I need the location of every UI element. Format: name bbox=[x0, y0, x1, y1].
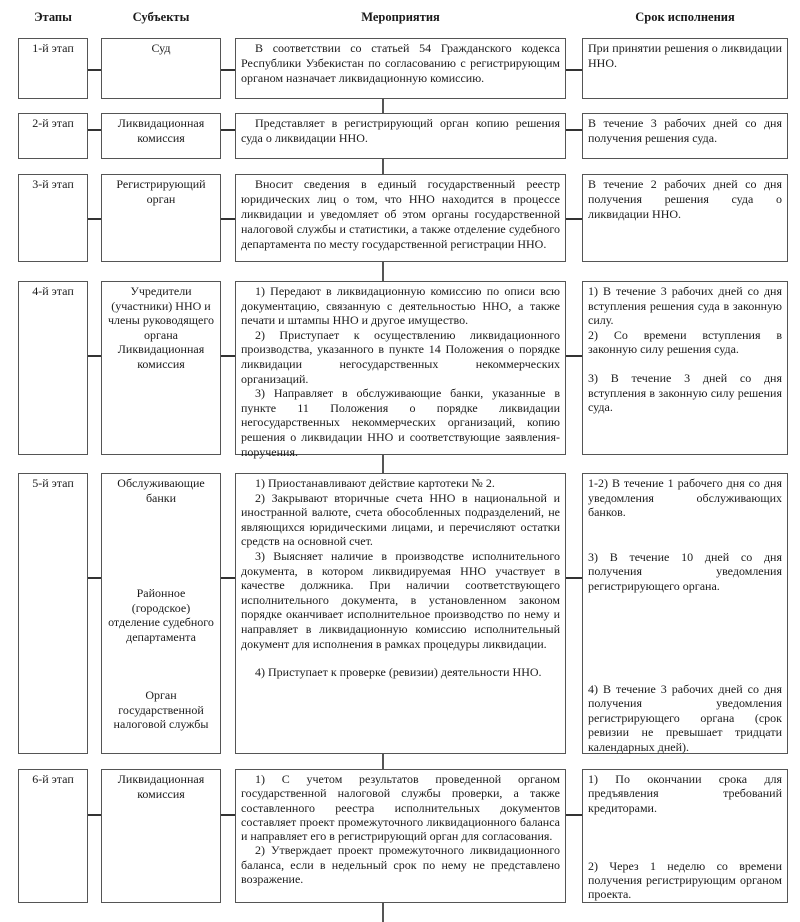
activity-item: 1) Приостанавливают действие картотеки № 2. bbox=[255, 476, 495, 490]
deadline-item: 2) Со времени вступления в законную силу решения суда. bbox=[588, 327, 782, 357]
connector bbox=[88, 577, 101, 579]
subject-box-3: Регистрирующий орган bbox=[101, 174, 221, 262]
activity-item: 2) Утверждает проект промежуточного ликвидационного баланса, если в недельный срок по нему не представлено возражение. bbox=[241, 843, 560, 887]
activity-box-3: Вносит сведения в единый государственный реестр юридических лиц о том, что ННО находится в процессе ликвидации и уведомляет об этом органы государственной налоговой службы и статистики, а также отделение судебного департамента по месту государственной регистрации ННО. bbox=[235, 174, 566, 262]
subject-item: Обслуживающие банки bbox=[117, 476, 205, 505]
connector bbox=[221, 814, 235, 816]
connector bbox=[221, 218, 235, 220]
subject-box-6: Ликвидационная комиссия bbox=[101, 769, 221, 903]
activity-box-4 bbox=[235, 281, 566, 459]
activity-item: 2) Закрывают вторичные счета ННО в национальной и иностранной валюте, счета обособленных подразделений, не являющихся юридическими лицами, и перечисляют остатки средств на основной счет. bbox=[241, 490, 560, 549]
deadline-item: 3) В течение 10 дней со дня получения уведомления регистрирующего органа. bbox=[588, 549, 782, 593]
activity-box-1: В соответствии со статьей 54 Гражданского кодекса Республики Узбекистан по согласованию с регистрирующим органом назначает ликвидационную комиссию. bbox=[235, 38, 566, 99]
connector bbox=[88, 129, 101, 131]
connector bbox=[221, 129, 235, 131]
activity-item: 2) Приступает к осуществлению ликвидационного производства, указанного в пункте 14 Положения о порядке ликвидации негосударственных некоммерческих организаций. bbox=[241, 327, 560, 386]
header-subjects: Субъекты bbox=[132, 10, 190, 24]
connector bbox=[566, 69, 582, 71]
activity-item: 1) С учетом результатов проведенной органом государственной налоговой службы проверки, а также составленного реестра исполнительных документов составляет проект промежуточного ликвидационного баланса и направляет его в регистрирующий орган для согласования. bbox=[241, 772, 560, 844]
connector bbox=[566, 129, 582, 131]
subject-item: Ликвидационная комиссия bbox=[117, 342, 205, 371]
deadline-box-4 bbox=[582, 281, 788, 455]
connector bbox=[88, 814, 101, 816]
stage-box-1: 1-й этап bbox=[18, 38, 88, 99]
stage-box-3: 3-й этап bbox=[18, 174, 88, 262]
connector bbox=[88, 355, 101, 357]
header-stages: Этапы bbox=[34, 10, 72, 24]
deadline-item: 1) В течение 3 рабочих дней со дня вступления решения суда в законную силу. bbox=[588, 284, 782, 328]
activity-item: 3) Выясняет наличие в производстве исполнительного документа, в котором ликвидируемая ННО участвует в качестве должника. При наличии соответствующего исполнительного документа, в установленном законом порядке оканчивает исполнительное производство по нему и направляет в ликвидационную комиссию исполнительный документ для исполнения в рамках процедуры ликвидации. bbox=[241, 548, 560, 651]
activity-box-5 bbox=[235, 473, 566, 754]
connector bbox=[566, 814, 582, 816]
subject-box-5 bbox=[101, 473, 221, 754]
header-activities: Мероприятия bbox=[361, 10, 440, 24]
connector bbox=[88, 69, 101, 71]
connector bbox=[88, 218, 101, 220]
subject-box-4 bbox=[101, 281, 221, 455]
deadline-box-1: При принятии решения о ликвидации ННО. bbox=[582, 38, 788, 99]
subject-item: Районное (городское) отделение судебного департамента bbox=[108, 586, 214, 644]
deadline-item: 4) В течение 3 рабочих дней со дня получения уведомления регистрирующего органа (срок ревизии не превышает тридцати календарных дней). bbox=[588, 681, 782, 754]
deadline-item: 1-2) В течение 1 рабочего дня со дня уведомления обслуживающих банков. bbox=[588, 476, 782, 520]
connector bbox=[221, 69, 235, 71]
connector bbox=[221, 577, 235, 579]
subject-box-1: Суд bbox=[101, 38, 221, 99]
deadline-item: 1) По окончании срока для предъявления требований кредиторами. bbox=[588, 772, 782, 815]
connector bbox=[566, 577, 582, 579]
deadline-item: 3) В течение 3 дней со дня вступления в законную силу решения суда. bbox=[588, 370, 782, 415]
deadline-box-5 bbox=[582, 473, 788, 754]
connector bbox=[566, 218, 582, 220]
subject-item: Орган государственной налоговой службы bbox=[113, 688, 209, 731]
header-deadline: Срок исполнения bbox=[635, 10, 735, 24]
stage-box-2: 2-й этап bbox=[18, 113, 88, 159]
stage-box-6: 6-й этап bbox=[18, 769, 88, 903]
deadline-box-3: В течение 2 рабочих дней со дня получения решения суда о ликвидации ННО. bbox=[582, 174, 788, 262]
activity-box-6 bbox=[235, 769, 566, 903]
deadline-box-2: В течение 3 рабочих дней со дня получения решения суда. bbox=[582, 113, 788, 159]
activity-item: 1) Передают в ликвидационную комиссию по описи всю документацию, связанную с деятельностью ННО, а также печати и штампы ННО и другое имущество. bbox=[241, 284, 560, 328]
subject-item: Учредители (участники) ННО и члены руководящего органа bbox=[108, 284, 214, 342]
deadline-item: 2) Через 1 неделю со времени получения регистрирующим органом проекта. bbox=[588, 858, 782, 902]
subject-box-2: Ликвидационная комиссия bbox=[101, 113, 221, 159]
stage-box-4: 4-й этап bbox=[18, 281, 88, 455]
activity-item: 3) Направляет в обслуживающие банки, указанные в пункте 11 Положения о порядке ликвидации негосударственных некоммерческих организаций, копию решения о ликвидации ННО и соответствующие заявления-поручения. bbox=[241, 386, 560, 459]
activity-item: 4) Приступает к проверке (ревизии) деятельности ННО. bbox=[255, 665, 542, 680]
activity-box-2: Представляет в регистрирующий орган копию решения суда о ликвидации ННО. bbox=[235, 113, 566, 159]
connector bbox=[566, 355, 582, 357]
connector bbox=[221, 355, 235, 357]
stage-box-5: 5-й этап bbox=[18, 473, 88, 754]
deadline-box-6 bbox=[582, 769, 788, 903]
